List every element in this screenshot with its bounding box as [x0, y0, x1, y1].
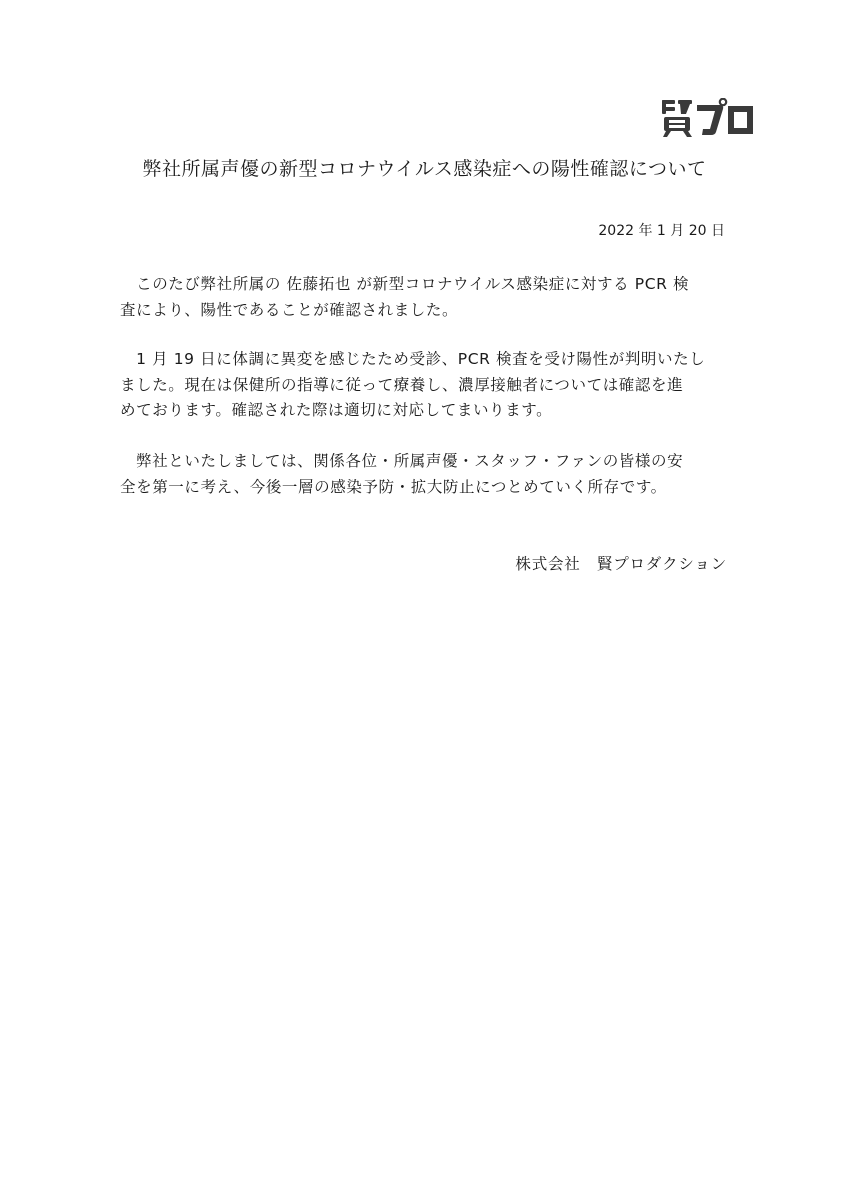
paragraph-3 [120, 449, 730, 500]
paragraph-line: めております。確認された際は適切に対応してまいります。 [120, 401, 553, 419]
paragraph-line: 1 月 19 日に体調に異変を感じたため受診、PCR 検査を受け陽性が判明いたし [120, 350, 706, 368]
company-signature: 株式会社 賢プロダクション [515, 555, 727, 573]
paragraph-2 [120, 347, 730, 424]
paragraph-line: このたび弊社所属の 佐藤拓也 が新型コロナウイルス感染症に対する PCR 検 [120, 275, 690, 293]
paragraph-line: 査により、陽性であることが確認されました。 [120, 300, 459, 319]
paragraph-1 [120, 272, 730, 323]
paragraph-line: 全を第一に考え、今後一層の感染予防・拡大防止につとめていく所存です。 [120, 477, 667, 496]
page-title: 弊社所属声優の新型コロナウイルス感染症への陽性確認について [142, 158, 707, 180]
publication-date: 2022 年 1 月 20 日 [598, 223, 725, 239]
kenpro-logo-icon [660, 98, 756, 138]
paragraph-line: ました。現在は保健所の指導に従って療養し、濃厚接触者については確認を進 [120, 375, 684, 394]
paragraph-line: 弊社といたしましては、関係各位・所属声優・スタッフ・ファンの皆様の安 [120, 452, 684, 470]
